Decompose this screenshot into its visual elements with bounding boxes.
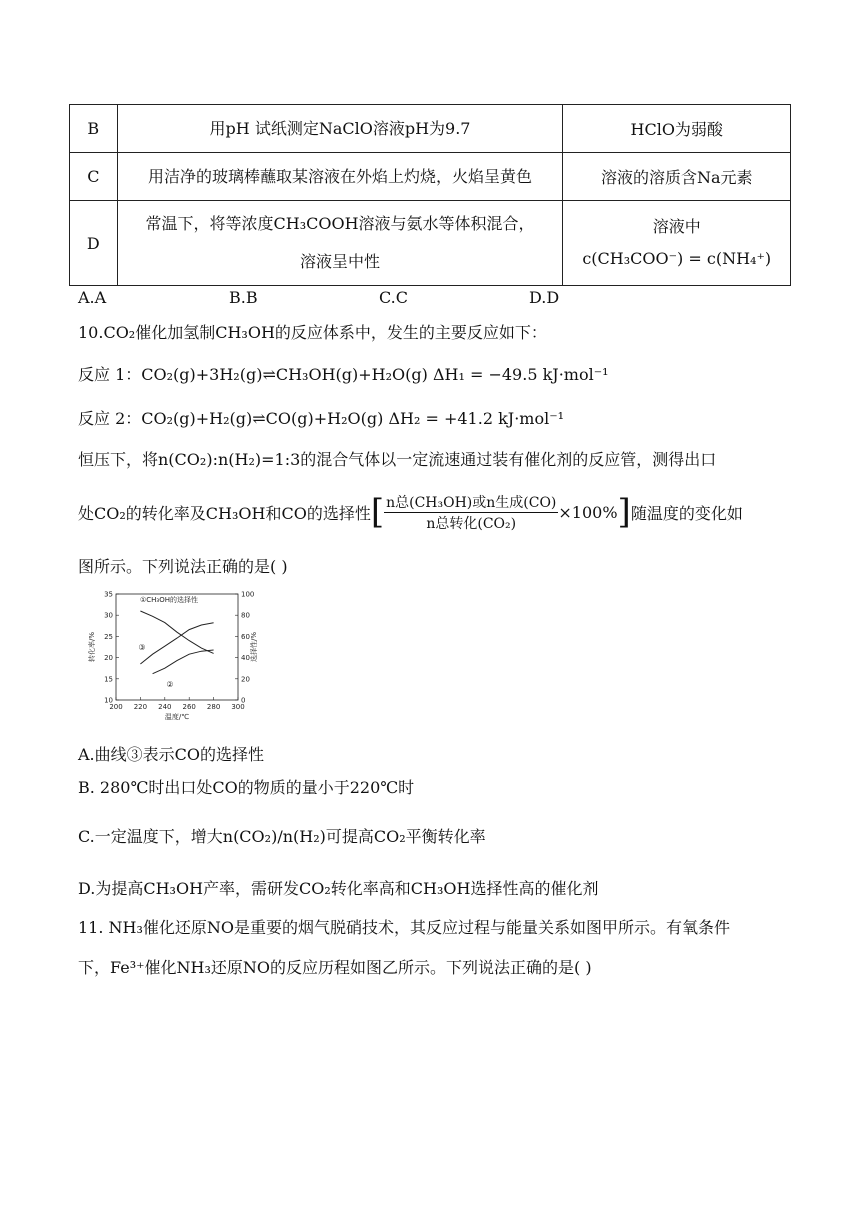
curve-label: ② (166, 680, 174, 689)
y-left-tick-label: 10 (104, 696, 113, 705)
row-label: D (70, 201, 118, 286)
q10-prompt: 图所示。下列说法正确的是( ) (78, 557, 288, 576)
row-operation: 用pH 试纸测定NaClO溶液pH为9.7 (117, 105, 563, 153)
row-operation (117, 201, 563, 286)
x-axis-label: 温度/℃ (164, 713, 190, 721)
bracket-right: ] (617, 492, 631, 532)
row-conclusion: 溶液的溶质含Na元素 (563, 153, 791, 201)
choice-c: C.C (379, 288, 408, 307)
x-tick-label: 220 (133, 703, 148, 711)
option-b: B. 280℃时出口处CO的物质的量小于220℃时 (78, 778, 415, 797)
choice-d: D.D (529, 288, 560, 307)
choice-b: B.B (229, 288, 258, 307)
row-operation: 用洁净的玻璃棒蘸取某溶液在外焰上灼烧，火焰呈黄色 (117, 153, 563, 201)
q11-line-2: 下，Fe³⁺催化NH₃还原NO的反应历程如图乙所示。下列说法正确的是( ) (78, 958, 592, 977)
conversion-selectivity-chart (80, 588, 260, 724)
times-percent: ×100% (558, 502, 618, 522)
bracket-left: [ (370, 492, 385, 532)
reaction-1: 反应 1：CO₂(g)+3H₂(g)⇌CH₃OH(g)+H₂O(g) ΔH₁ = −49.5 kJ·mol⁻¹ (78, 365, 609, 384)
y-left-tick-label: 35 (104, 590, 113, 599)
table-row (70, 201, 791, 286)
conclusion-line: 溶液中 (652, 217, 701, 236)
y-right-tick-label: 60 (241, 632, 250, 641)
q10-stem: 10.CO₂催化加氢制CH₃OH的反应体系中，发生的主要反应如下： (78, 323, 547, 342)
row-label: B (70, 105, 118, 153)
series-line-① (140, 611, 213, 653)
option-a: A.曲线③表示CO的选择性 (78, 745, 265, 764)
y-left-tick-label: 30 (104, 611, 113, 620)
table-row (70, 153, 791, 201)
option-c: C.一定温度下，增大n(CO₂)/n(H₂)可提高CO₂平衡转化率 (78, 827, 486, 846)
row-label: C (70, 153, 118, 201)
selectivity-fraction (384, 492, 558, 533)
fraction-numerator: n总(CH₃OH)或n生成(CO) (384, 492, 558, 513)
options-table (69, 104, 791, 286)
y-right-axis-label: 选择性/% (250, 631, 258, 663)
reaction-2: 反应 2：CO₂(g)+H₂(g)⇌CO(g)+H₂O(g) ΔH₂ = +41.2 kJ·mol⁻¹ (78, 409, 565, 428)
plot-frame (116, 594, 238, 700)
y-left-tick-label: 15 (104, 675, 113, 684)
q11-line-1: 11. NH₃催化还原NO是重要的烟气脱硝技术，其反应过程与能量关系如图甲所示。有氧条件 (78, 918, 731, 937)
conclusion-line: c(CH₃COO⁻) = c(NH₄⁺) (582, 249, 772, 268)
selectivity-suffix: 随温度的变化如 (630, 503, 743, 523)
selectivity-line (78, 484, 743, 540)
y-right-tick-label: 40 (241, 654, 250, 663)
x-tick-label: 300 (231, 703, 245, 711)
y-right-tick-label: 0 (241, 696, 246, 705)
y-left-axis-label: 转化率/% (88, 631, 96, 663)
condition-line: 恒压下，将n(CO₂):n(H₂)=1:3的混合气体以一定流速通过装有催化剂的反应管，测得出口 (78, 450, 717, 469)
curve-label: ③ (138, 643, 146, 652)
y-right-tick-label: 100 (241, 590, 255, 599)
row-conclusion (563, 201, 791, 286)
y-left-tick-label: 20 (104, 654, 113, 663)
x-tick-label: 280 (206, 703, 221, 711)
y-left-tick-label: 25 (104, 632, 113, 641)
x-tick-label: 200 (109, 703, 123, 711)
table-row (70, 105, 791, 153)
option-d: D.为提高CH₃OH产率，需研发CO₂转化率高和CH₃OH选择性高的催化剂 (78, 879, 599, 898)
fraction-denominator: n总转化(CO₂) (426, 515, 517, 532)
series-line-② (153, 650, 214, 674)
row-conclusion: HClO为弱酸 (563, 105, 791, 153)
selectivity-prefix: 处CO₂的转化率及CH₃OH和CO的选择性 (78, 503, 371, 523)
legend-label: ①CH₃OH的选择性 (140, 596, 199, 604)
operation-line: 溶液呈中性 (300, 252, 381, 271)
choice-a: A.A (78, 288, 107, 307)
y-right-tick-label: 80 (241, 611, 250, 620)
series-line-③ (140, 623, 213, 664)
operation-line: 常温下，将等浓度CH₃COOH溶液与氨水等体积混合， (145, 214, 535, 233)
x-tick-label: 260 (182, 703, 196, 711)
y-right-tick-label: 20 (241, 675, 250, 684)
x-tick-label: 240 (158, 703, 172, 711)
